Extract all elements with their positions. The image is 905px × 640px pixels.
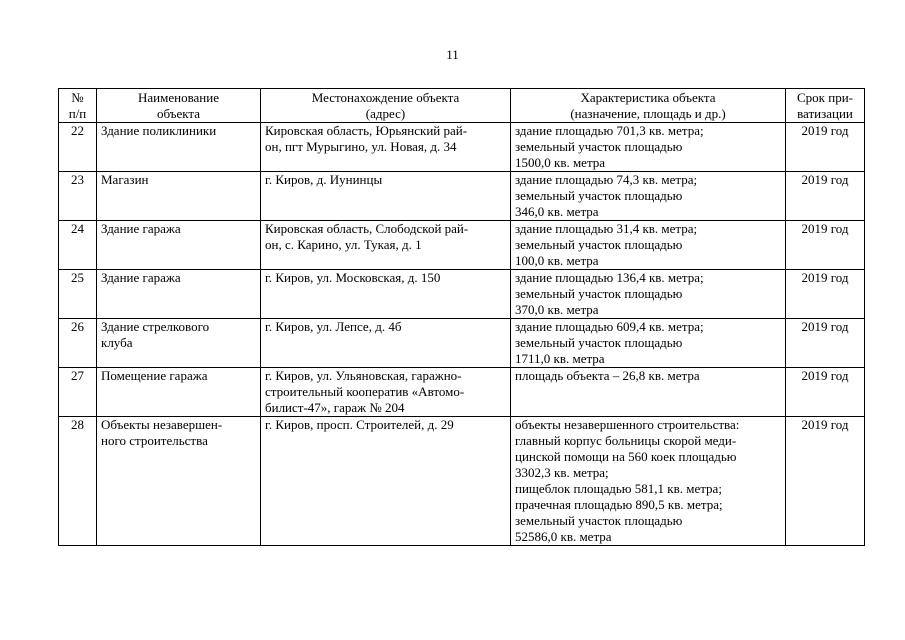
cell-characteristics-line: пищеблок площадью 581,1 кв. метра; [515,481,722,496]
cell-object-name [97,319,261,368]
cell-address-line: строительный кооператив «Автомо- [265,384,465,399]
cell-characteristics [511,221,786,270]
cell-address-line: он, пгт Мурыгино, ул. Новая, д. 34 [265,139,457,154]
cell-characteristics [511,319,786,368]
cell-object-name-line: Здание поликлиники [101,123,217,138]
cell-object-name-line: Магазин [101,172,149,187]
cell-address-line: г. Киров, ул. Ульяновская, гаражно- [265,368,462,383]
cell-characteristics-line: 370,0 кв. метра [515,302,599,317]
cell-object-name-line: Здание стрелкового [101,319,210,334]
cell-object-name [97,417,261,546]
cell-number: 22 [59,123,97,172]
cell-characteristics-line: 100,0 кв. метра [515,253,599,268]
cell-address [261,123,511,172]
cell-characteristics [511,417,786,546]
cell-object-name-line: Помещение гаража [101,368,208,383]
cell-characteristics-line: 346,0 кв. метра [515,204,599,219]
cell-address [261,221,511,270]
table-row [59,123,865,172]
cell-characteristics-line: главный корпус больницы скорой меди- [515,433,737,448]
cell-address [261,172,511,221]
cell-characteristics-line: земельный участок площадью [515,139,683,154]
cell-address [261,270,511,319]
table-row [59,270,865,319]
cell-characteristics [511,172,786,221]
cell-privatization-term: 2019 год [786,368,865,417]
cell-object-name-line: клуба [101,335,133,350]
cell-number: 24 [59,221,97,270]
cell-characteristics-line: прачечная площадью 890,5 кв. метра; [515,497,723,512]
cell-privatization-term: 2019 год [786,221,865,270]
cell-address-line: билист-47», гараж № 204 [265,400,405,415]
cell-address-line: он, с. Карино, ул. Тукая, д. 1 [265,237,422,252]
cell-privatization-term: 2019 год [786,417,865,546]
cell-object-name [97,221,261,270]
cell-number: 23 [59,172,97,221]
header-characteristics: Характеристика объекта (назначение, площадь и др.) [511,89,786,123]
cell-object-name-line: Здание гаража [101,270,181,285]
cell-address [261,319,511,368]
cell-characteristics-line: цинской помощи на 560 коек площадью [515,449,737,464]
cell-object-name-line: Здание гаража [101,221,181,236]
table-row [59,319,865,368]
cell-address [261,368,511,417]
cell-object-name [97,172,261,221]
cell-object-name [97,123,261,172]
cell-privatization-term: 2019 год [786,172,865,221]
cell-number: 26 [59,319,97,368]
cell-address-line: Кировская область, Слободской рай- [265,221,469,236]
cell-characteristics-line: здание площадью 701,3 кв. метра; [515,123,704,138]
table-row [59,221,865,270]
header-object-name: Наименование объекта [97,89,261,123]
cell-characteristics-line: здание площадью 74,3 кв. метра; [515,172,698,187]
header-address: Местонахождение объекта (адрес) [261,89,511,123]
cell-characteristics-line: здание площадью 609,4 кв. метра; [515,319,704,334]
table-header-row [59,89,865,123]
cell-characteristics-line: земельный участок площадью [515,188,683,203]
cell-characteristics [511,123,786,172]
cell-object-name-line: Объекты незавершен- [101,417,223,432]
cell-characteristics-line: 52586,0 кв. метра [515,529,612,544]
page-number: 11 [446,47,459,62]
cell-address [261,417,511,546]
cell-number: 28 [59,417,97,546]
cell-characteristics-line: земельный участок площадью [515,513,683,528]
cell-characteristics-line: 3302,3 кв. метра; [515,465,609,480]
table-row [59,368,865,417]
privatization-objects-table [58,88,865,546]
header-number: № п/п [59,89,97,123]
cell-characteristics-line: здание площадью 136,4 кв. метра; [515,270,704,285]
cell-object-name [97,368,261,417]
cell-characteristics-line: 1711,0 кв. метра [515,351,605,366]
cell-number: 25 [59,270,97,319]
cell-characteristics-line: земельный участок площадью [515,237,683,252]
cell-object-name [97,270,261,319]
cell-characteristics [511,270,786,319]
cell-privatization-term: 2019 год [786,123,865,172]
cell-number: 27 [59,368,97,417]
table-row [59,417,865,546]
cell-address-line: г. Киров, д. Иунинцы [265,172,383,187]
cell-address-line: г. Киров, просп. Строителей, д. 29 [265,417,454,432]
table-row [59,172,865,221]
cell-characteristics-line: 1500,0 кв. метра [515,155,606,170]
cell-address-line: Кировская область, Юрьянский рай- [265,123,468,138]
cell-characteristics-line: земельный участок площадью [515,286,683,301]
cell-address-line: г. Киров, ул. Московская, д. 150 [265,270,441,285]
cell-privatization-term: 2019 год [786,270,865,319]
cell-characteristics-line: земельный участок площадью [515,335,683,350]
cell-characteristics [511,368,786,417]
cell-characteristics-line: объекты незавершенного строительства: [515,417,740,432]
cell-characteristics-line: площадь объекта – 26,8 кв. метра [515,368,700,383]
cell-object-name-line: ного строительства [101,433,208,448]
header-privatization-term: Срок при- ватизации [786,89,865,123]
cell-address-line: г. Киров, ул. Лепсе, д. 4б [265,319,402,334]
cell-characteristics-line: здание площадью 31,4 кв. метра; [515,221,698,236]
cell-privatization-term: 2019 год [786,319,865,368]
